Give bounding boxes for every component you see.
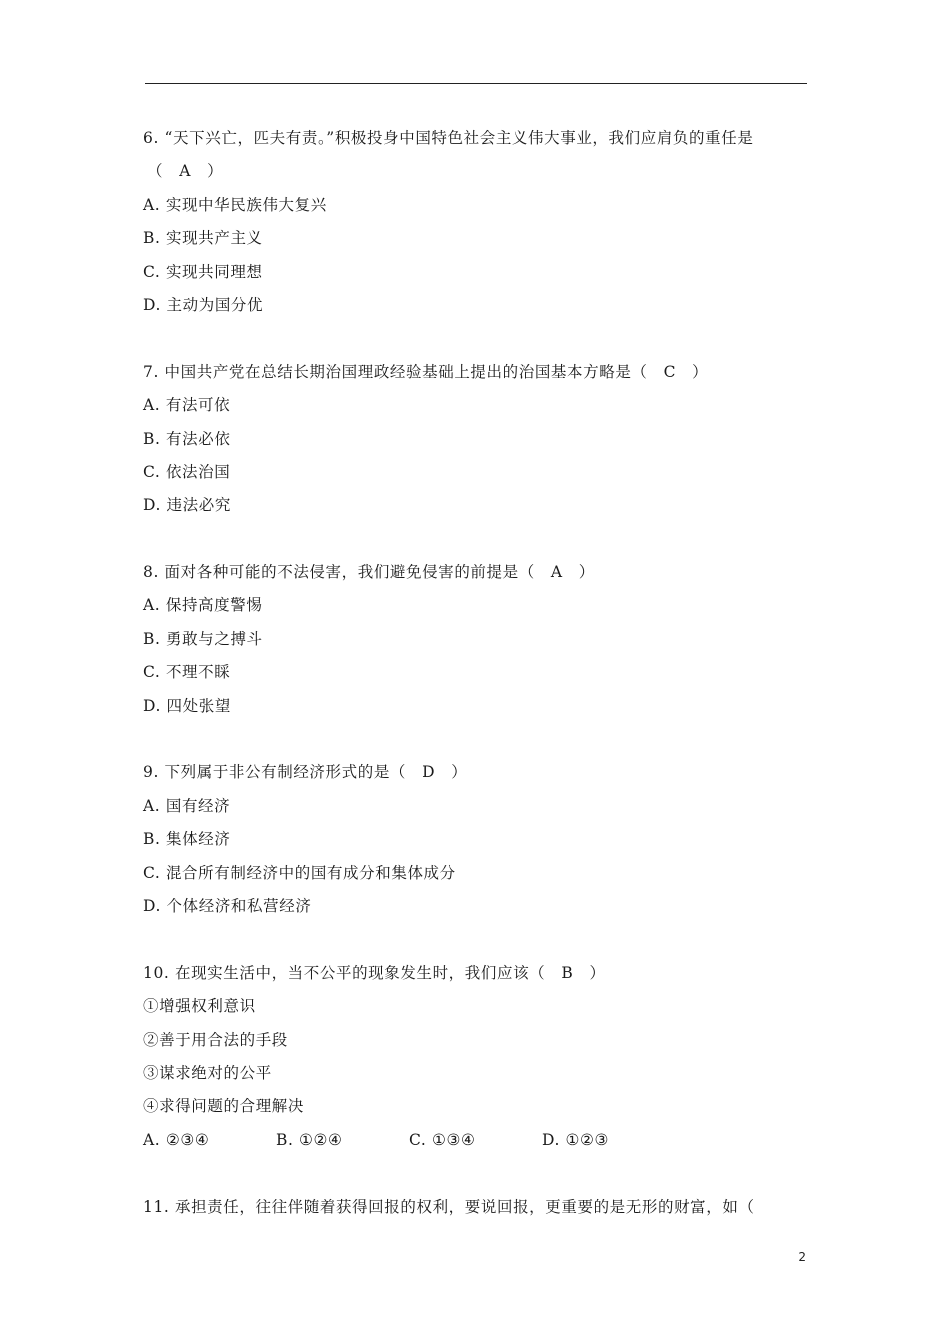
statement-3: ③谋求绝对的公平	[143, 1063, 272, 1082]
question-stem: 8. 面对各种可能的不法侵害，我们避免侵害的前提是（ A ）	[143, 563, 595, 582]
question-stem: 6. “天下兴亡，匹夫有责。”积极投身中国特色社会主义伟大事业，我们应肩负的重任是	[143, 129, 754, 147]
question-stem: 7. 中国共产党在总结长期治国理政经验基础上提出的治国基本方略是（ C ）	[143, 362, 709, 381]
option-a: A. 实现中华民族伟大复兴	[143, 195, 327, 214]
option-d: D. 个体经济和私营经济	[143, 896, 312, 915]
option-d: D. 违法必究	[143, 496, 231, 515]
option-row	[143, 1124, 813, 1157]
question-9	[143, 756, 813, 923]
option-c: C. 不理不睬	[143, 663, 231, 682]
question-6	[143, 122, 813, 322]
option-b: B. 实现共产主义	[143, 229, 263, 248]
page-content	[143, 122, 813, 1224]
statement-1: ①增强权利意识	[143, 997, 256, 1016]
option-a: A. ②③④	[143, 1130, 210, 1149]
statement-4: ④求得问题的合理解决	[143, 1097, 305, 1116]
header-rule	[145, 83, 807, 84]
question-stem: 11. 承担责任，往往伴随着获得回报的权利，要说回报，更重要的是无形的财富，如（	[143, 1197, 755, 1216]
option-c: C. ①③④	[409, 1130, 476, 1149]
question-8	[143, 556, 813, 723]
question-10	[143, 957, 813, 1157]
page-number: 2	[798, 1250, 806, 1264]
option-b: B. 有法必依	[143, 429, 231, 448]
question-7	[143, 356, 813, 523]
option-c: C. 混合所有制经济中的国有成分和集体成分	[143, 863, 456, 882]
option-a: A. 国有经济	[143, 796, 231, 815]
option-d: D. ①②③	[542, 1130, 610, 1149]
option-c: C. 依法治国	[143, 462, 231, 481]
question-stem: 9. 下列属于非公有制经济形式的是（ D ）	[143, 763, 468, 782]
question-answer: （ A ）	[147, 162, 224, 181]
question-stem: 10. 在现实生活中，当不公平的现象发生时，我们应该（ B ）	[143, 963, 606, 982]
option-c: C. 实现共同理想	[143, 262, 263, 281]
option-b: B. 集体经济	[143, 830, 231, 849]
statement-2: ②善于用合法的手段	[143, 1030, 288, 1049]
option-a: A. 保持高度警惕	[143, 596, 263, 615]
option-b: B. 勇敢与之搏斗	[143, 629, 263, 648]
option-d: D. 主动为国分优	[143, 295, 264, 314]
option-b: B. ①②④	[276, 1130, 343, 1149]
option-d: D. 四处张望	[143, 696, 231, 715]
question-11	[143, 1191, 813, 1224]
option-a: A. 有法可依	[143, 396, 231, 415]
